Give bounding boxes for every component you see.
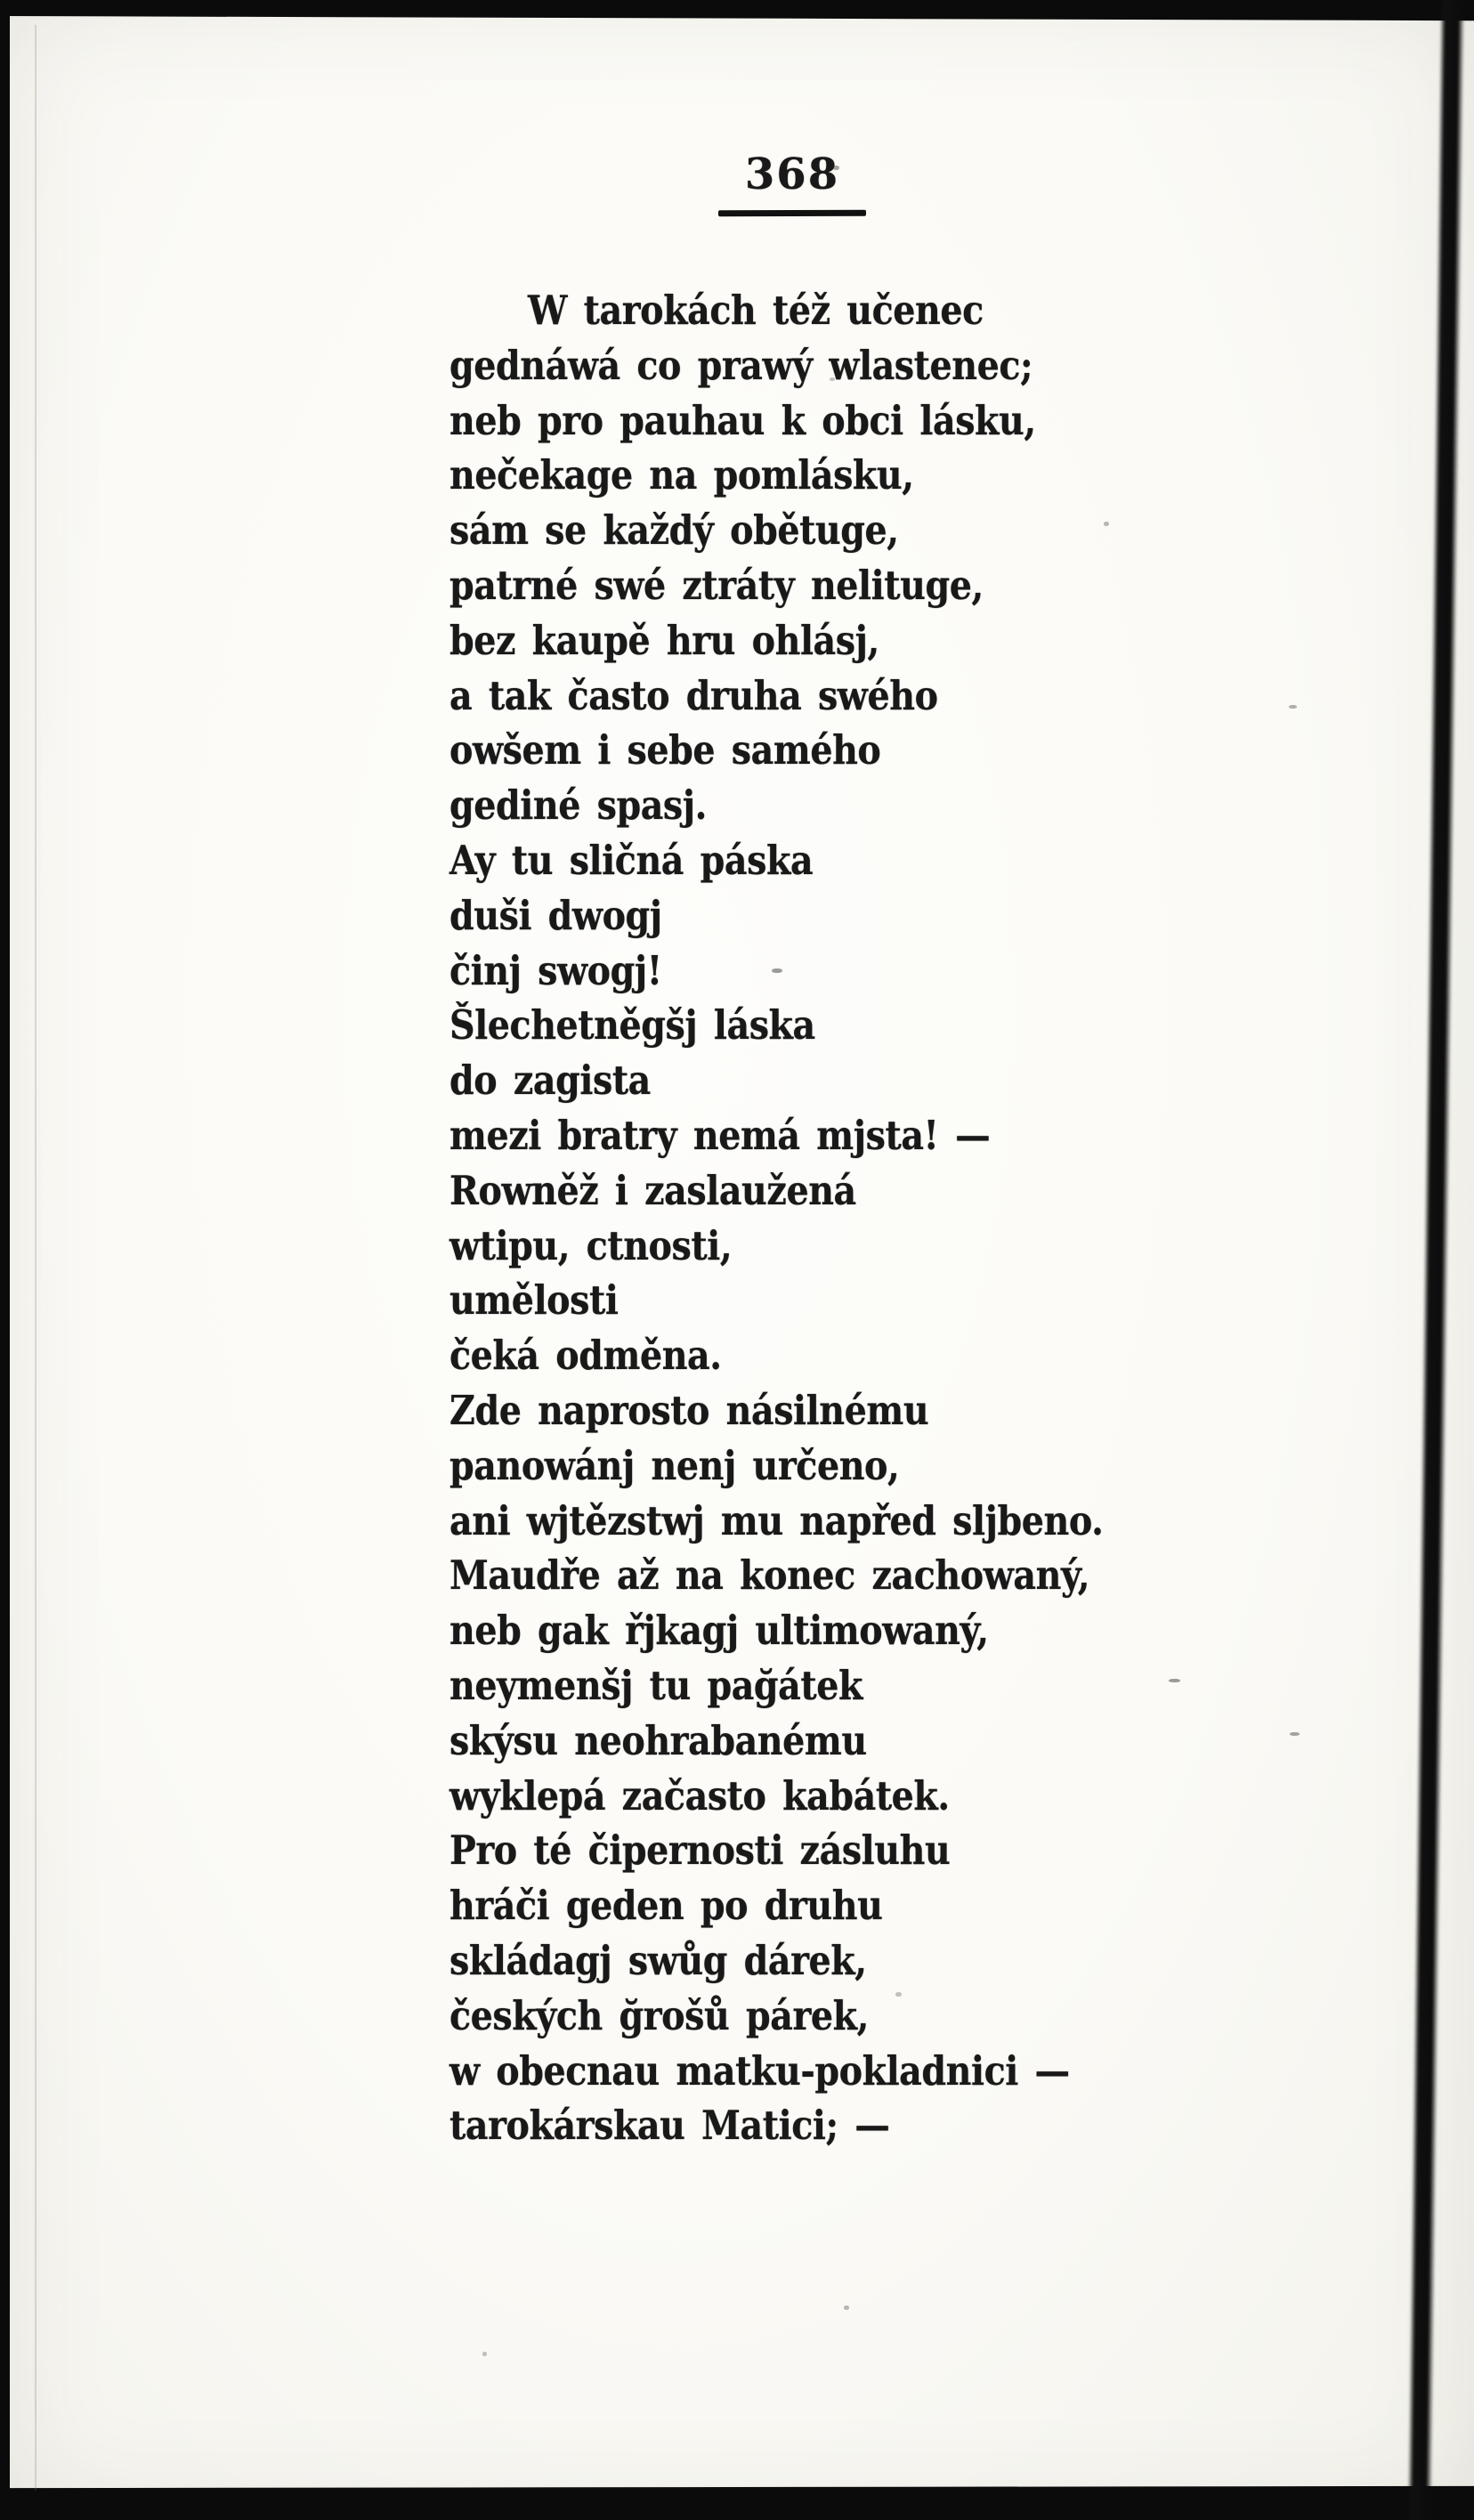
poem-line: čeká odměna. [449,1332,722,1380]
poem-line: duši dwogj [449,891,662,939]
poem-line: skýsu neohrabanému [449,1716,867,1764]
poem-line: do zagista [449,1057,651,1105]
poem-text [449,283,1251,2153]
poem-line: neb gak řjkagj ultimowaný, [449,1607,989,1655]
poem-line: sám se každý obětuge, [449,506,899,555]
poem-line: gediné spasj. [449,782,708,830]
poem-line: wtipu, ctnosti, [449,1221,733,1269]
poem-line: ani wjtězstwj mu napřed sljbeno. [449,1496,1104,1544]
scan-border-bottom [0,2486,1474,2520]
dust-speck [1104,522,1109,526]
dust-speck [772,968,782,973]
poem-line: skládagj swůg dárek, [449,1936,867,1984]
dust-speck [482,2352,487,2356]
poem-line: hráči geden po druhu [449,1882,883,1930]
poem-line: W tarokách též učenec [528,287,984,334]
dust-speck [1169,1679,1180,1682]
poem-line: mezi bratry nemá mjsta! — [449,1111,991,1159]
poem-line: wyklepá začasto kabátek. [449,1771,950,1819]
dust-speck [833,166,839,170]
scan-border-left [0,0,10,2520]
poem-line: neymenšj tu pağátek [449,1661,863,1709]
dust-speck [1289,705,1297,709]
poem-line: Pro té čipernosti zásluhu [449,1827,951,1875]
poem-line: Ay tu sličná páska [449,836,814,884]
poem-line: Zde naprosto násilnému [449,1386,929,1434]
page-number: 368 [744,150,840,199]
poem-line: tarokárskau Matici; — [449,2102,890,2150]
poem-line: Rowněž i zaslaužená [449,1166,856,1214]
poem-line: w obecnau matku-pokladnici — [449,2046,1070,2095]
dust-speck [1290,1732,1300,1736]
poem-line: panowánj nenj určeno, [449,1441,900,1489]
scan-border-top [0,0,1474,20]
dust-speck [844,2305,849,2310]
poem-line: bez kaupě hru ohlásj, [449,616,879,664]
poem-line: gednáwá co prawý wlastenec; [449,341,1033,389]
book-gutter-shadow [1407,0,1465,2520]
dust-speck [830,377,835,381]
poem-line: nečekage na pomlásku, [449,451,914,499]
page-edge-shadow [35,25,36,2491]
header-rule [718,210,866,217]
dust-speck [895,1992,902,1997]
poem-line: owšem i sebe samého [449,726,881,774]
poem-line: a tak často druha swého [449,671,938,719]
poem-line: Maudře až na konec zachowaný, [449,1552,1090,1600]
poem-line: neb pro pauhau k obci lásku, [449,396,1036,444]
poem-line: patrné swé ztráty nelituge, [449,561,984,609]
poem-line: českých ğrošů párek, [449,1991,869,2039]
poem-line: Šlechetněgšj láska [449,1001,815,1049]
poem-line: umělosti [449,1276,619,1325]
poem-line: činj swogj! [449,946,662,994]
